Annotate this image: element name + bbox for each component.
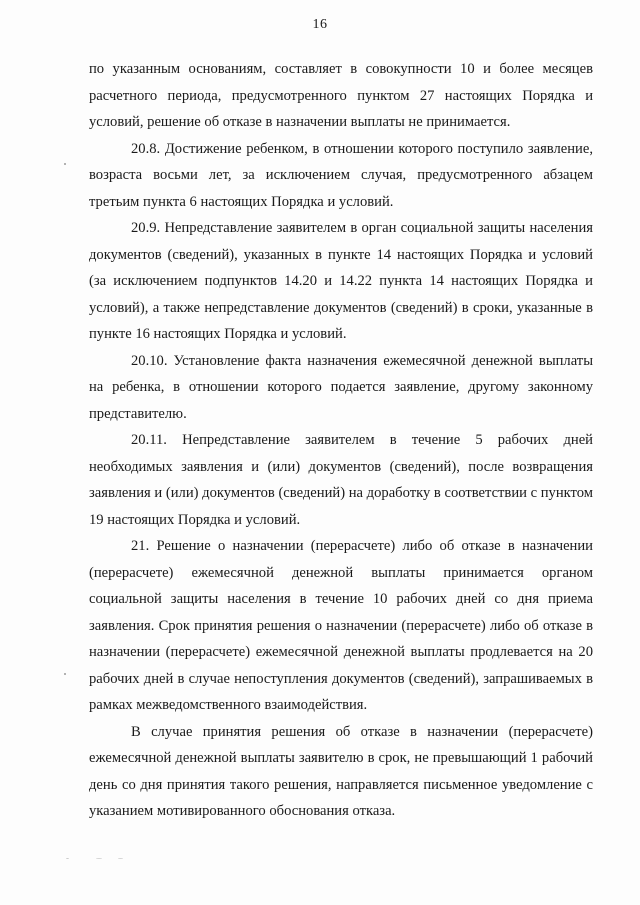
scan-speck	[96, 858, 102, 859]
scan-speck	[64, 163, 66, 165]
scan-speck	[64, 673, 66, 675]
paragraph-20-11: 20.11. Непредставление заявителем в течение 5 рабочих дней необходимых заявления и (или) документов (сведений), после возвращения заявления и (или) документов (сведений) на доработку в соответствии с пунктом 19 настоящих Порядка и условий.	[89, 432, 593, 528]
paragraph-20-9: 20.9. Непредставление заявителем в орган социальной защиты населения документов (сведений), указанных в пункте 14 настоящих Порядка и условий (за исключением подпунктов 14.20 и 14.22 пункта 14 настоящих Порядка и условий), а также непредставление документов (сведений) в сроки, указанные в пункте 16 настоящих Порядка и условий.	[89, 220, 593, 342]
page-number: 16	[312, 17, 328, 32]
paragraph-21-notice: В случае принятия решения об отказе в назначении (перерасчете) ежемесячной денежной выплаты заявителю в срок, не превышающий 1 рабочий день со дня принятия такого решения, направляется письменное уведомление с указанием мотивированного обоснования отказа.	[89, 723, 593, 819]
scan-speck	[66, 858, 69, 859]
document-body	[89, 56, 593, 825]
paragraph-20-8: 20.8. Достижение ребенком, в отношении которого поступило заявление, возраста восьми лет, за исключением случая, предусмотренного абзацем третьим пункта 6 настоящих Порядка и условий.	[89, 140, 593, 210]
paragraph-21: 21. Решение о назначении (перерасчете) либо об отказе в назначении (перерасчете) ежемесячной денежной выплаты принимается органом социальной защиты населения в течение 10 рабочих дней со дня приема заявления. Срок принятия решения о назначении (перерасчете) либо об отказе в назначении (перерасчете) ежемесячной денежной выплаты продлевается на 20 рабочих дней в случае непоступления документов (сведений), запрашиваемых в рамках межведомственного взаимодействия.	[89, 538, 593, 713]
paragraph-20-10: 20.10. Установление факта назначения ежемесячной денежной выплаты на ребенка, в отношении которого подается заявление, другому законному представителю.	[89, 352, 593, 422]
scan-speck	[118, 858, 123, 859]
paragraph-continuation: по указанным основаниям, составляет в совокупности 10 и более месяцев расчетного периода, предусмотренного пунктом 27 настоящих Порядка и условий, решение об отказе в назначении выплаты не принимается.	[89, 61, 593, 130]
